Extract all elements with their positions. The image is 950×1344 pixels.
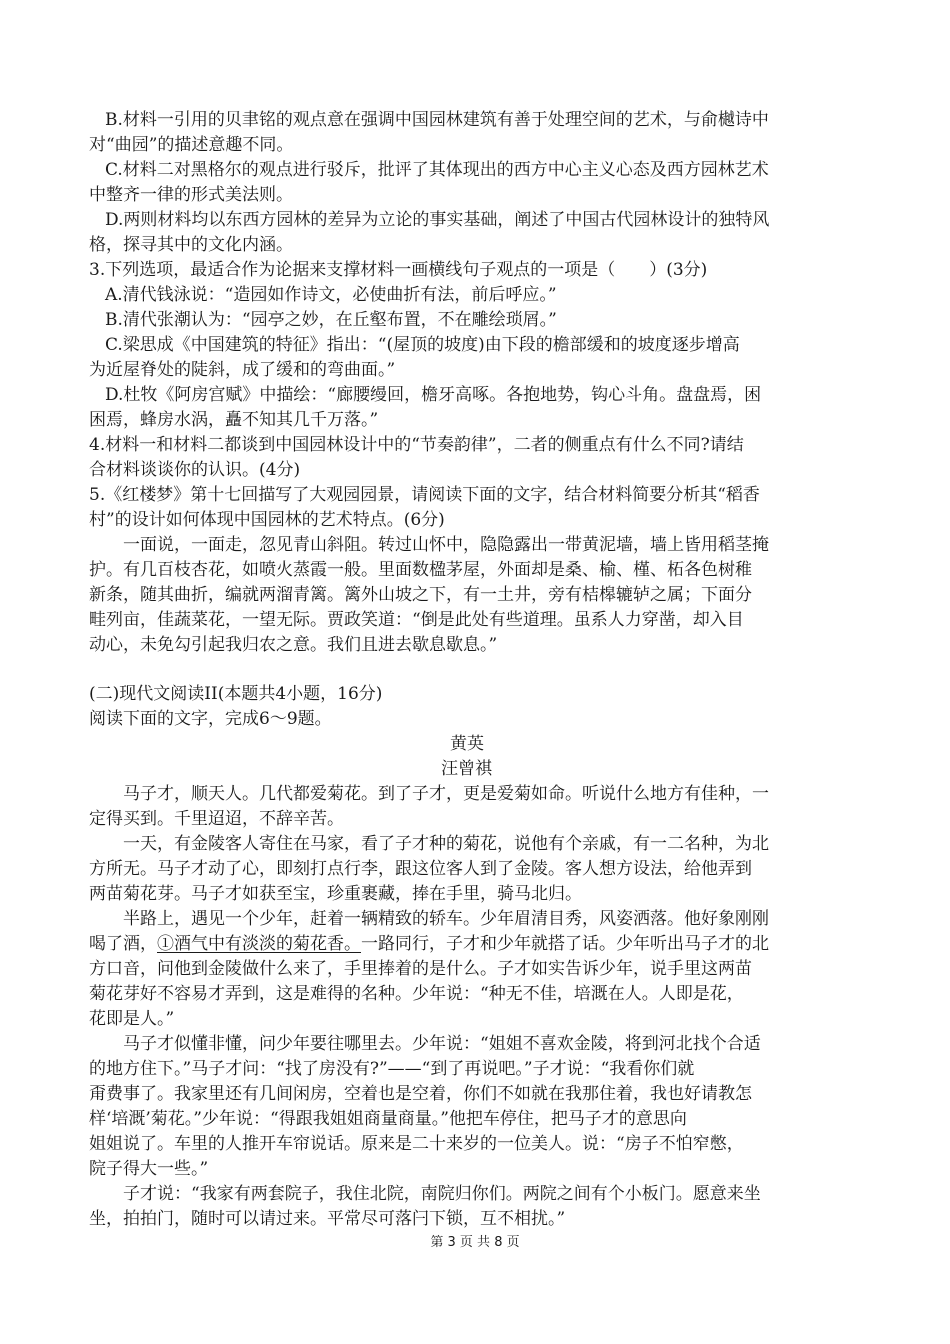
option-line: 格，探寻其中的文化内涵。 <box>89 235 293 255</box>
text-segment: 喝了酒， <box>89 934 157 954</box>
option-line: 中整齐一律的形式美法则。 <box>89 185 293 205</box>
story-line: 方口音，问他到金陵做什么来了，手里捧着的是什么。子才如实告诉少年，说手里这两苗 <box>89 959 752 979</box>
option-line: C.材料二对黑格尔的观点进行驳斥，批评了其体现出的西方中心主义心态及西方园林艺术 <box>105 160 769 180</box>
option-line: 困焉，蜂房水涡，矗不知其几千万落。” <box>89 410 379 430</box>
question-5-line: 村”的设计如何体现中国园林的艺术特点。(6分) <box>89 510 445 530</box>
story-line: 半路上，遇见一个少年，赶着一辆精致的轿车。少年眉清目秀，风姿洒落。他好象刚刚 <box>123 909 769 929</box>
text-segment: 一路同行，子才和少年就搭了话。少年听出马子才的北 <box>361 934 769 954</box>
section-instruction: 阅读下面的文字，完成6～9题。 <box>89 709 332 729</box>
passage-line: 动心，未免勾引起我归农之意。我们且进去歇息歇息。” <box>89 635 498 655</box>
page-content <box>89 108 769 732</box>
question-3-stem: 3.下列选项，最适合作为论据来支撑材料一画横线句子观点的一项是（ ）(3分) <box>89 260 708 280</box>
option-line: A.清代钱泳说：“造园如作诗文，必使曲折有法，前后呼应。” <box>105 285 557 305</box>
story-line <box>89 932 769 957</box>
story-line: 菊花芽好不容易才弄到，这是难得的名种。少年说：“种无不佳，培溉在人。人即是花， <box>89 984 744 1004</box>
story-author: 汪曾祺 <box>441 759 492 779</box>
option-line: B.材料一引用的贝聿铭的观点意在强调中国园林建筑有善于处理空间的艺术，与俞樾诗中 <box>105 110 769 130</box>
story-line: 马子才，顺天人。几代都爱菊花。到了子才，更是爱菊如命。听说什么地方有佳种，一 <box>123 784 769 804</box>
page-footer: 第 3 页 共 8 页 <box>430 1235 520 1250</box>
passage-line: 新条，随其曲折，编就两溜青篱。篱外山坡之下，有一土井，旁有桔槔辘轳之属；下面分 <box>89 585 752 605</box>
story-line: 样‘培溉’菊花。”少年说：“得跟我姐姐商量商量。”他把车停住，把马子才的意思向 <box>89 1109 687 1129</box>
story-line: 子才说：“我家有两套院子，我住北院，南院归你们。两院之间有个小板门。愿意来坐 <box>123 1184 761 1204</box>
story-text <box>89 782 769 1232</box>
passage-line: 畦列亩，佳蔬菜花，一望无际。贾政笑道：“倒是此处有些道理。虽系人力穿凿，却入目 <box>89 610 744 630</box>
story-line: 花即是人。” <box>89 1009 175 1029</box>
question-5-line: 5.《红楼梦》第十七回描写了大观园园景，请阅读下面的文字，结合材料简要分析其“稻香 <box>89 485 760 505</box>
option-line: 对“曲园”的描述意趣不同。 <box>89 135 294 155</box>
option-line: D.两则材料均以东西方园林的差异为立论的事实基础，阐述了中国古代园林设计的独特风 <box>105 210 770 230</box>
underlined-sentence: ①酒气中有淡淡的菊花香。 <box>157 934 361 954</box>
option-line: C.梁思成《中国建筑的特征》指出：“(屋顶的坡度)由下段的檐部缓和的坡度逐步增高 <box>105 335 740 355</box>
question-4-line: 合材料谈谈你的认识。(4分) <box>89 460 301 480</box>
passage-line: 护。有几百枝杏花，如喷火蒸霞一般。里面数楹茅屋，外面却是桑、榆、槿、柘各色树稚 <box>89 560 752 580</box>
story-line: 院子得大一些。” <box>89 1159 209 1179</box>
section-header: (二)现代文阅读II(本题共4小题，16分) <box>89 684 383 704</box>
option-line: D.杜牧《阿房宫赋》中描绘：“廊腰缦回，檐牙高啄。各抱地势，钩心斗角。盘盘焉，困 <box>105 385 762 405</box>
story-line: 姐姐说了。车里的人推开车帘说话。原来是二十来岁的一位美人。说：“房子不怕窄憋， <box>89 1134 744 1154</box>
story-line: 马子才似懂非懂，问少年要往哪里去。少年说：“姐姐不喜欢金陵，将到河北找个合适 <box>123 1034 761 1054</box>
story-line: 坐，拍拍门，随时可以请过来。平常尽可落闩下锁，互不相扰。” <box>89 1209 566 1229</box>
story-line: 的地方住下。”马子才问：“找了房没有?”——“到了再说吧。”子才说：“我看你们就 <box>89 1059 695 1079</box>
story-line: 一天，有金陵客人寄住在马家，看了子才种的菊花，说他有个亲戚，有一二名种，为北 <box>123 834 769 854</box>
story-line: 两苗菊花芽。马子才如获至宝，珍重裹藏，捧在手里，骑马北归。 <box>89 884 582 904</box>
option-line: 为近屋脊处的陡斜，成了缓和的弯曲面。” <box>89 360 396 380</box>
story-line: 定得买到。千里迢迢，不辞辛苦。 <box>89 809 344 829</box>
story-title: 黄英 <box>450 734 484 754</box>
story-line: 甭费事了。我家里还有几间闲房，空着也是空着，你们不如就在我那住着，我也好请教怎 <box>89 1084 752 1104</box>
question-4-line: 4.材料一和材料二都谈到中国园林设计中的“节奏韵律”，二者的侧重点有什么不同?请结 <box>89 435 744 455</box>
option-line: B.清代张潮认为：“园亭之妙，在丘壑布置，不在雕绘琐屑。” <box>105 310 557 330</box>
passage-line: 一面说，一面走，忽见青山斜阻。转过山怀中，隐隐露出一带黄泥墙，墙上皆用稻茎掩 <box>123 535 769 555</box>
story-line: 方所无。马子才动了心，即刻打点行李，跟这位客人到了金陵。客人想方设法，给他弄到 <box>89 859 752 879</box>
